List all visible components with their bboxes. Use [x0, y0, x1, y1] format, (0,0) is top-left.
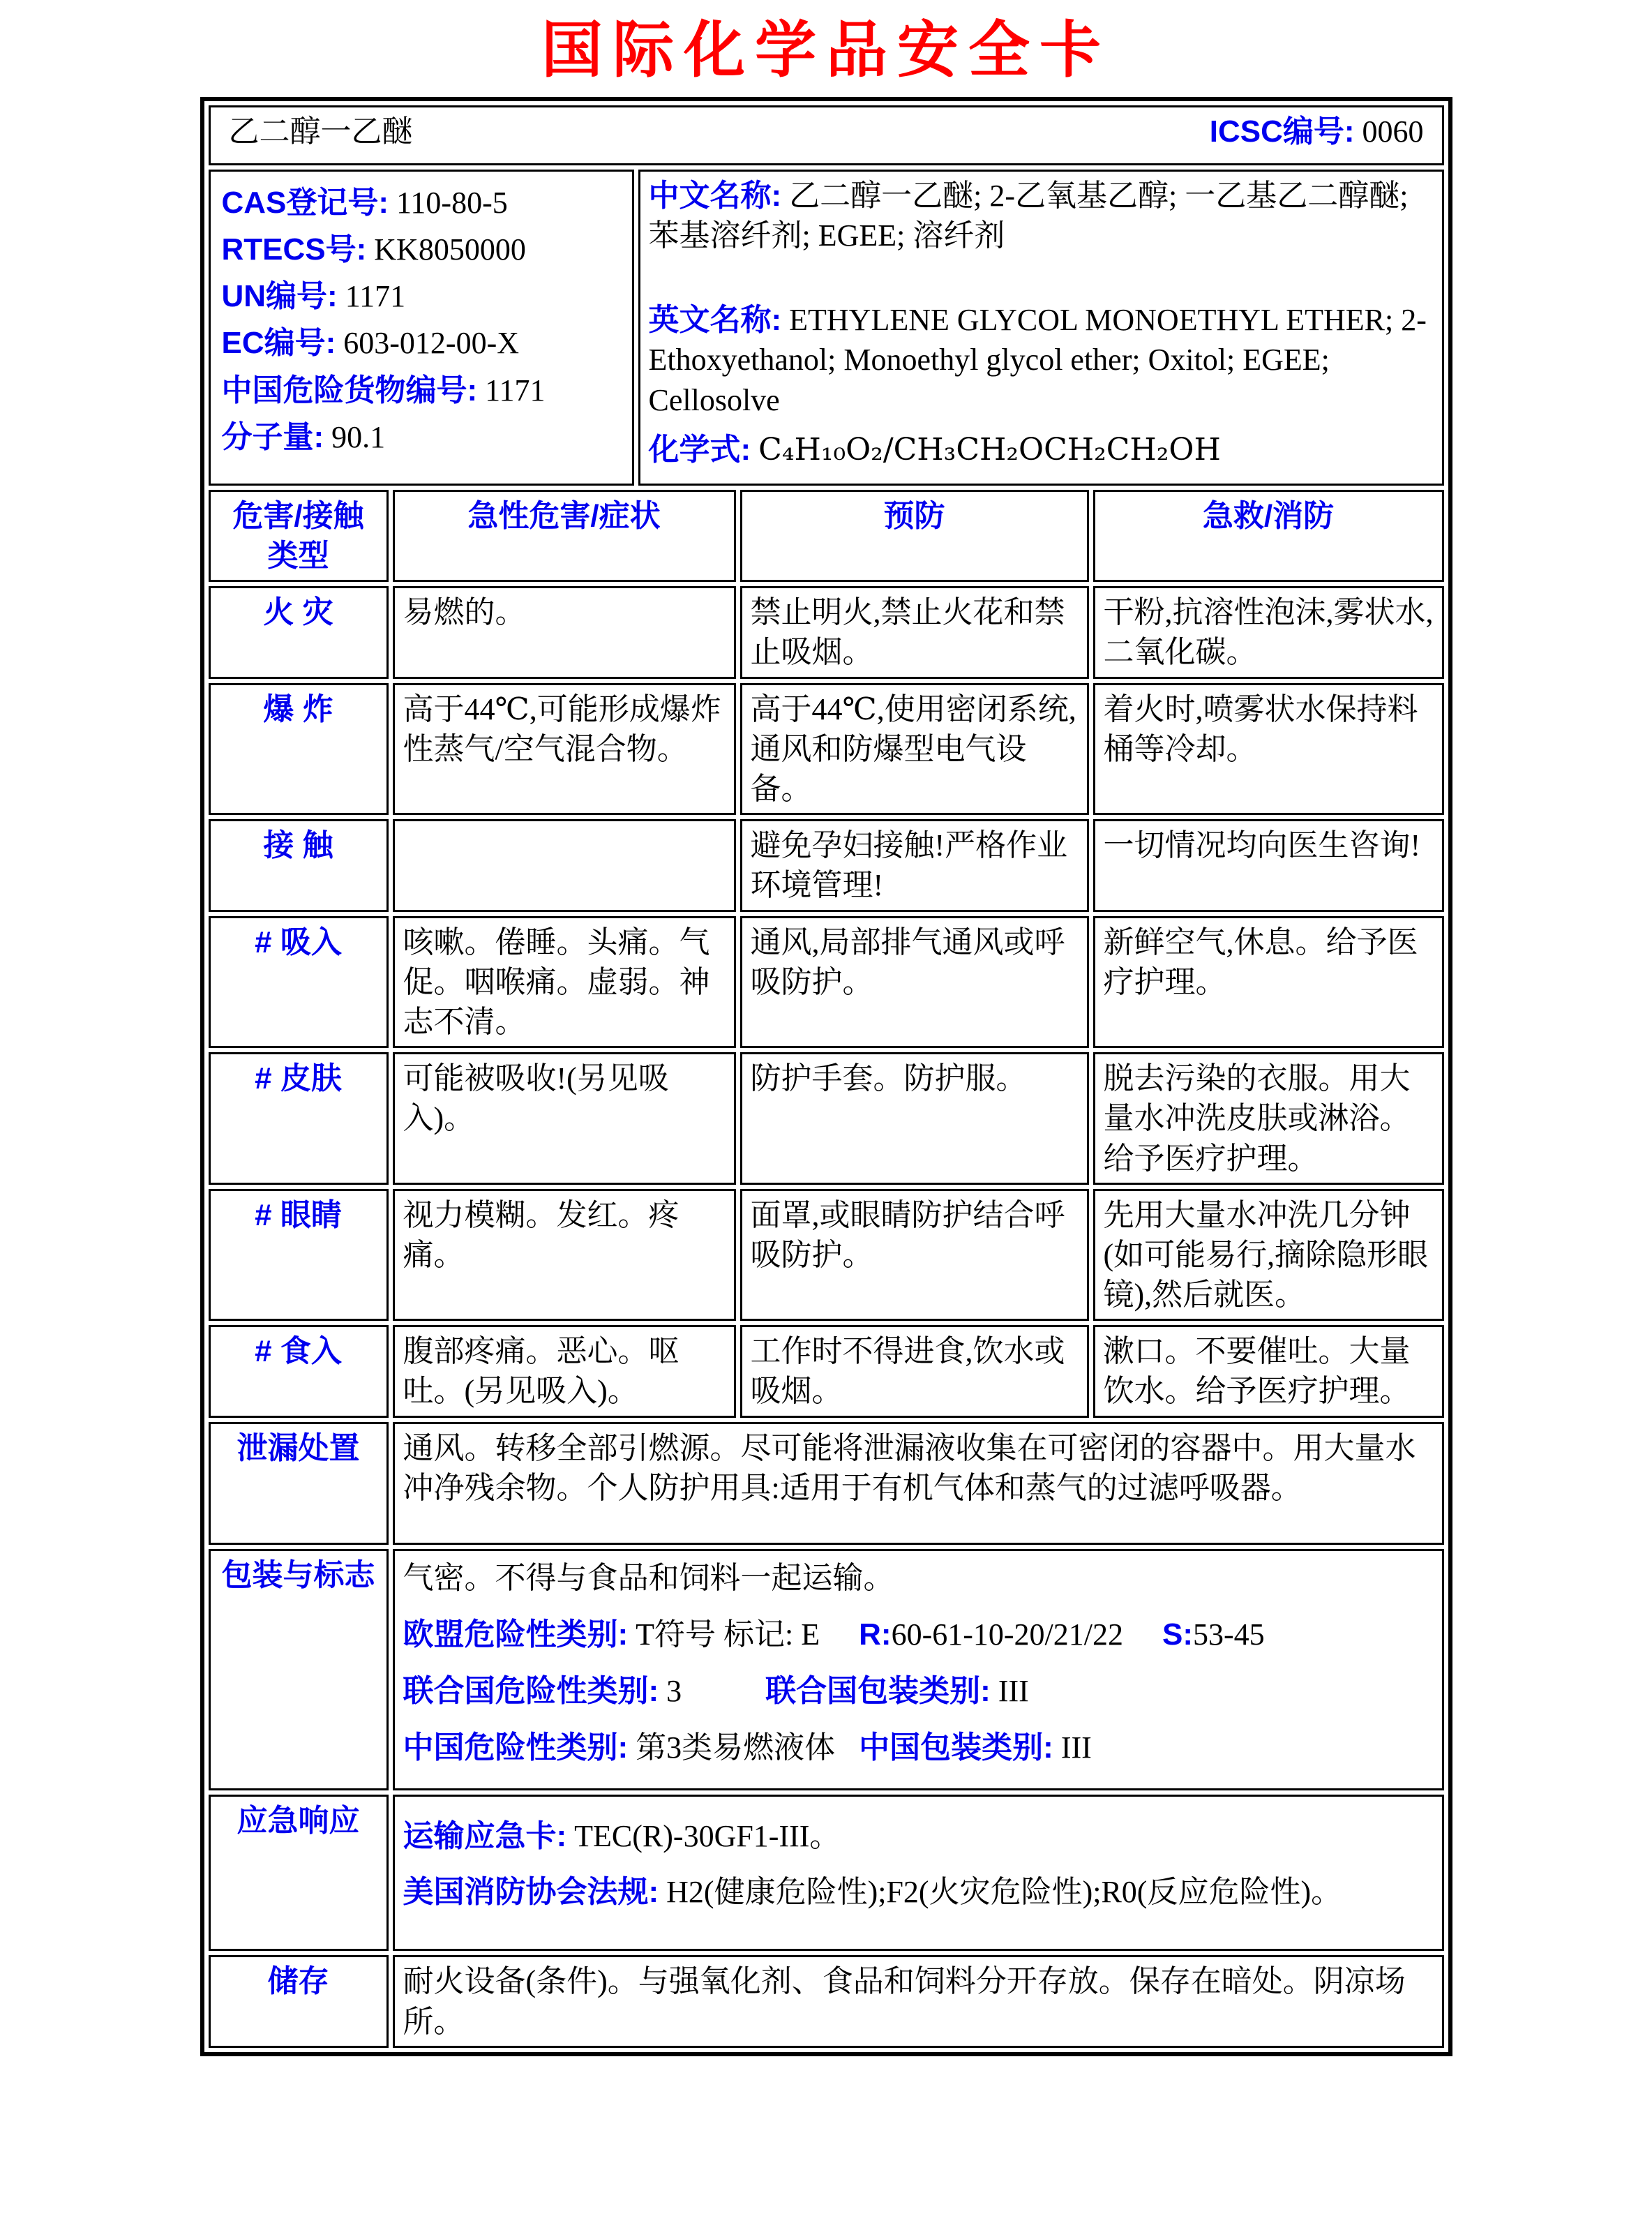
ec-value: 603-012-00-X — [343, 326, 520, 361]
spill-content: 通风。转移全部引燃源。尽可能将泄漏液收集在可密闭的容器中。用大量水冲净残余物。个人防护用具:适用于有机气体和蒸气的过滤呼吸器。 — [393, 1422, 1444, 1545]
un-pack-label: 联合国包装类别: — [765, 1674, 991, 1709]
packaging-content — [393, 1549, 1444, 1791]
ec-label: EC编号: — [221, 326, 336, 361]
identifier-rtecs — [222, 230, 621, 269]
sections-table — [204, 1418, 1448, 2052]
chinese-name-value: 乙二醇一乙醚; 2-乙氧基乙醇; 一乙基乙二醇醚; 苯基溶纤剂; EGEE; 溶纤剂 — [648, 178, 1409, 253]
identity-table — [204, 165, 1448, 490]
formula-label: 化学式: — [648, 432, 751, 467]
formula-value: C₄H₁₀O₂/CH₃CH₂OCH₂CH₂OH — [758, 431, 1221, 467]
identifier-cas — [222, 183, 621, 223]
packaging-label: 包装与标志 — [209, 1549, 389, 1791]
packaging-transport-line: 气密。不得与食品和饲料一起运输。 — [403, 1560, 894, 1595]
inhalation-prevention: 通风,局部排气通风或呼吸防护。 — [740, 916, 1089, 1049]
hazard-row-skin — [209, 1052, 1444, 1185]
identifier-ec — [222, 323, 621, 363]
row-label-exposure: 接 触 — [209, 819, 389, 911]
un-pack-value: III — [998, 1674, 1029, 1709]
nfpa-label: 美国消防协会法规: — [403, 1874, 659, 1909]
china-dg-value: 1171 — [485, 373, 546, 407]
un-value: 1171 — [345, 279, 406, 314]
emergency-content — [393, 1795, 1444, 1951]
eu-class-value: T符号 标记: E — [636, 1617, 820, 1652]
r-phrases-label: R: — [859, 1617, 892, 1652]
emergency-tec-line — [403, 1816, 1434, 1856]
hazard-table — [204, 486, 1448, 1422]
emergency-nfpa-line — [403, 1872, 1434, 1912]
spill-label: 泄漏处置 — [209, 1422, 389, 1545]
header-band-cell — [209, 105, 1444, 165]
exposure-prevention: 避免孕妇接触!严格作业环境管理! — [740, 819, 1089, 911]
cn-pack-value: III — [1060, 1730, 1092, 1765]
fire-response: 干粉,抗溶性泡沫,雾状水,二氧化碳。 — [1093, 586, 1444, 678]
col-header-symptoms: 急性危害/症状 — [393, 490, 736, 582]
storage-row — [209, 1955, 1444, 2047]
packaging-row — [209, 1549, 1444, 1791]
names-cell — [638, 170, 1444, 486]
r-phrases-value: 60-61-10-20/21/22 — [891, 1617, 1123, 1652]
hazard-row-ingestion — [209, 1325, 1444, 1417]
header-band-row — [209, 105, 1444, 165]
col-header-response: 急救/消防 — [1093, 490, 1444, 582]
identity-row — [209, 170, 1444, 486]
fire-symptoms: 易燃的。 — [393, 586, 736, 678]
inhalation-response: 新鲜空气,休息。给予医疗护理。 — [1093, 916, 1444, 1049]
hazard-row-explosion — [209, 683, 1444, 816]
molweight-label: 分子量: — [221, 419, 324, 454]
row-label-fire: 火 灾 — [209, 586, 389, 678]
skin-response: 脱去污染的衣服。用大量水冲洗皮肤或淋浴。给予医疗护理。 — [1093, 1052, 1444, 1185]
icsc-label: ICSC编号: — [1209, 114, 1355, 149]
packaging-cn-line — [403, 1728, 1434, 1767]
s-phrases-label: S: — [1162, 1617, 1193, 1652]
cas-value: 110-80-5 — [396, 185, 508, 220]
un-label: UN编号: — [221, 279, 338, 314]
icsc-number-group — [1210, 112, 1424, 151]
row-label-explosion: 爆 炸 — [209, 683, 389, 816]
row-label-ingestion: # 食入 — [209, 1325, 389, 1417]
hazard-row-exposure — [209, 819, 1444, 911]
fire-prevention: 禁止明火,禁止火花和禁止吸烟。 — [740, 586, 1089, 678]
icsc-number: 0060 — [1362, 114, 1424, 149]
english-name-label: 英文名称: — [648, 303, 782, 338]
chinese-name-para — [649, 176, 1434, 255]
identifier-china-dg — [222, 371, 621, 410]
substance-name: 乙二醇一乙醚 — [228, 114, 413, 149]
ingestion-response: 漱口。不要催吐。大量饮水。给予医疗护理。 — [1093, 1325, 1444, 1417]
tec-card-value: TEC(R)-30GF1-III。 — [574, 1819, 841, 1854]
header-band-table — [204, 101, 1448, 170]
row-label-skin: # 皮肤 — [209, 1052, 389, 1185]
un-class-label: 联合国危险性类别: — [403, 1674, 659, 1709]
safety-card — [200, 97, 1452, 2056]
molweight-value: 90.1 — [331, 419, 386, 454]
china-dg-label: 中国危险货物编号: — [221, 373, 478, 407]
explosion-prevention: 高于44℃,使用密闭系统,通风和防爆型电气设备。 — [740, 683, 1089, 816]
identifiers-cell — [209, 170, 634, 486]
cn-class-label: 中国危险性类别: — [403, 1730, 629, 1765]
identifier-un — [222, 276, 621, 316]
cn-class-value: 第3类易燃液体 — [636, 1730, 836, 1765]
eu-class-label: 欧盟危险性类别: — [403, 1617, 629, 1652]
packaging-un-line — [403, 1671, 1434, 1711]
rtecs-label: RTECS号: — [221, 232, 367, 267]
eyes-response: 先用大量水冲洗几分钟(如可能易行,摘除隐形眼镜),然后就医。 — [1093, 1189, 1444, 1322]
eyes-symptoms: 视力模糊。发红。疼痛。 — [393, 1189, 736, 1322]
hazard-row-eyes — [209, 1189, 1444, 1322]
col-header-prevention: 预防 — [740, 490, 1089, 582]
explosion-symptoms: 高于44℃,可能形成爆炸性蒸气/空气混合物。 — [393, 683, 736, 816]
skin-symptoms: 可能被吸收!(另见吸入)。 — [393, 1052, 736, 1185]
page-title: 国际化学品安全卡 — [541, 17, 1111, 85]
cn-pack-label: 中国包装类别: — [859, 1730, 1053, 1765]
tec-card-label: 运输应急卡: — [403, 1819, 567, 1854]
emergency-label: 应急响应 — [209, 1795, 389, 1951]
ingestion-prevention: 工作时不得进食,饮水或吸烟。 — [740, 1325, 1089, 1417]
header-band — [219, 112, 1434, 151]
inhalation-symptoms: 咳嗽。倦睡。头痛。气促。咽喉痛。虚弱。神志不清。 — [393, 916, 736, 1049]
ingestion-symptoms: 腹部疼痛。恶心。呕吐。(另见吸入)。 — [393, 1325, 736, 1417]
un-class-value: 3 — [666, 1674, 682, 1709]
hazard-row-inhalation — [209, 916, 1444, 1049]
rtecs-value: KK8050000 — [374, 232, 526, 267]
s-phrases-value: 53-45 — [1192, 1617, 1265, 1652]
hazard-header-row — [209, 490, 1444, 582]
packaging-eu-line — [403, 1615, 1434, 1654]
row-label-inhalation: # 吸入 — [209, 916, 389, 1049]
eyes-prevention: 面罩,或眼睛防护结合呼吸防护。 — [740, 1189, 1089, 1322]
col-header-hazard-type: 危害/接触类型 — [209, 490, 389, 582]
exposure-response: 一切情况均向医生咨询! — [1093, 819, 1444, 911]
spill-row — [209, 1422, 1444, 1545]
formula-para — [649, 430, 1434, 470]
storage-label: 储存 — [209, 1955, 389, 2047]
chinese-name-label: 中文名称: — [648, 178, 782, 213]
row-label-eyes: # 眼睛 — [209, 1189, 389, 1322]
exposure-symptoms — [393, 819, 736, 911]
skin-prevention: 防护手套。防护服。 — [740, 1052, 1089, 1185]
emergency-row — [209, 1795, 1444, 1951]
nfpa-value: H2(健康危险性);F2(火灾危险性);R0(反应危险性)。 — [666, 1874, 1342, 1909]
cas-label: CAS登记号: — [221, 185, 389, 220]
english-name-para — [649, 300, 1434, 420]
hazard-row-fire — [209, 586, 1444, 678]
explosion-response: 着火时,喷雾状水保持料桶等冷却。 — [1093, 683, 1444, 816]
storage-content: 耐火设备(条件)。与强氧化剂、食品和饲料分开存放。保存在暗处。阴凉场所。 — [393, 1955, 1444, 2047]
identifier-molweight — [222, 417, 621, 457]
english-name-value: ETHYLENE GLYCOL MONOETHYL ETHER; 2-Ethoxyethanol; Monoethyl glycol ether; Oxitol; EGEE; Cellosolve — [648, 303, 1427, 417]
